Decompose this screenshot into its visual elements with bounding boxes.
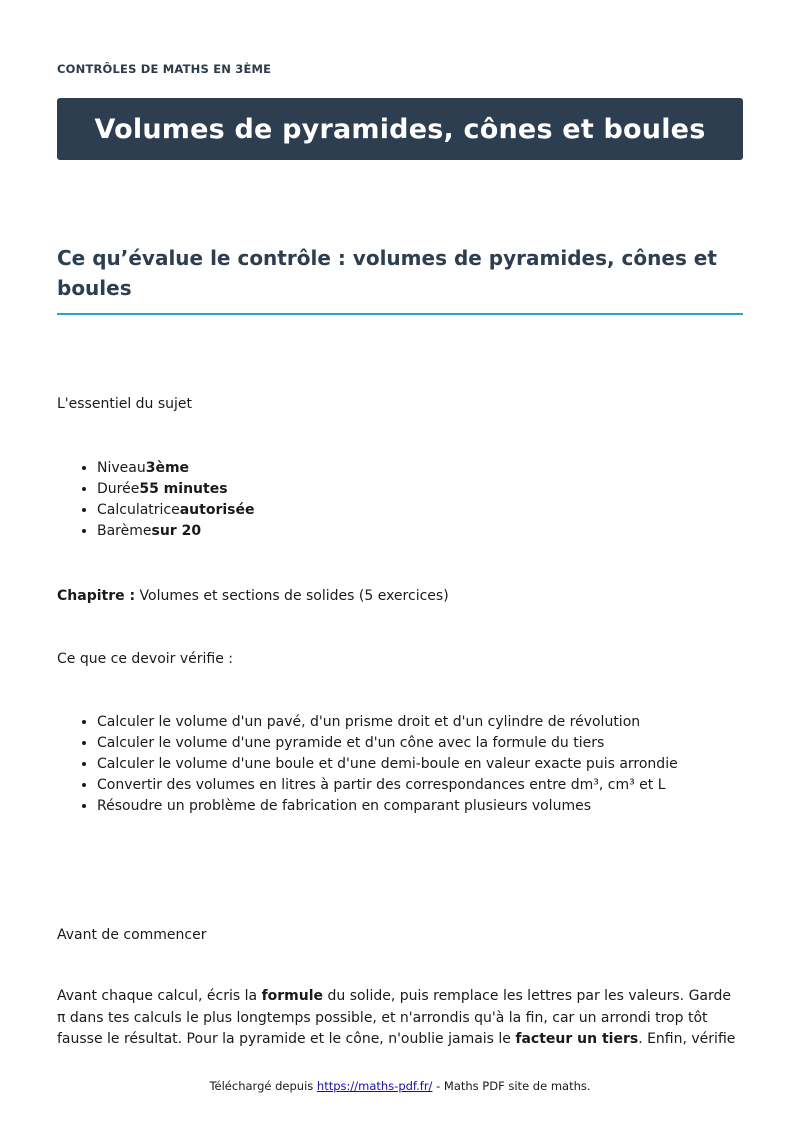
- intro-text: Avant chaque calcul, écris la: [57, 988, 262, 1004]
- list-item: • Calculer le volume d'une pyramide et d'un cône avec la formule du tiers: [97, 733, 678, 754]
- item-label: Durée: [97, 481, 140, 497]
- list-item: • Résoudre un problème de fabrication en comparant plusieurs volumes: [97, 796, 678, 817]
- item-value: 55 minutes: [139, 481, 228, 497]
- list-item: • Convertir des volumes en litres à partir des correspondances entre dm³, cm³ et L: [97, 775, 678, 796]
- intro-bold: facteur un tiers: [515, 1031, 639, 1047]
- list-item: [97, 458, 255, 479]
- item-label: Barème: [97, 523, 152, 539]
- before-heading: Avant de commencer: [57, 927, 207, 943]
- chapter-line: [57, 586, 449, 607]
- list-item: • Calculer le volume d'une boule et d'une demi-boule en valeur exacte puis arrondie: [97, 754, 678, 775]
- item-value: 3ème: [145, 460, 190, 476]
- checks-heading: Ce que ce devoir vérifie :: [57, 651, 234, 667]
- item-label: Niveau: [97, 460, 146, 476]
- chapter-label: Chapitre :: [57, 588, 136, 604]
- page-title: Volumes de pyramides, cônes et boules: [94, 113, 706, 145]
- list-item: [97, 521, 255, 542]
- list-item: [97, 500, 255, 521]
- footer-text: - Maths PDF site de maths.: [432, 1079, 591, 1093]
- essentials-list: [57, 458, 255, 542]
- item-value: sur 20: [151, 523, 202, 539]
- chapter-text: Volumes et sections de solides (5 exercices): [135, 588, 449, 604]
- page-eyebrow: CONTRÔLES DE MATHS EN 3ÈME: [57, 62, 272, 76]
- footer-text: Téléchargé depuis: [209, 1079, 317, 1093]
- checks-list: [57, 712, 678, 817]
- essentials-heading: L'essentiel du sujet: [57, 396, 193, 412]
- list-item: [97, 479, 255, 500]
- title-banner: [57, 98, 743, 160]
- intro-paragraph: [57, 986, 743, 1051]
- intro-text: . Enfin, vérifie: [638, 1031, 736, 1047]
- section-title: Ce qu’évalue le contrôle : volumes de pyramides, cônes et boules: [57, 243, 743, 315]
- item-label: Calculatrice: [97, 502, 180, 518]
- list-item: • Calculer le volume d'un pavé, d'un prisme droit et d'un cylindre de révolution: [97, 712, 678, 733]
- item-value: autorisée: [179, 502, 255, 518]
- footer-link[interactable]: https://maths-pdf.fr/: [316, 1079, 433, 1093]
- intro-bold: formule: [261, 988, 324, 1004]
- footer: [0, 1079, 800, 1093]
- intro-text: du solide, puis remplace les lettres par les valeurs. Garde π dans tes calculs le plus longtemps possible, et n'arrondis qu'à la fin, car un arrondi trop tôt fausse le résultat. Pour la pyramide et le cône, n'oublie jamais le: [57, 988, 732, 1047]
